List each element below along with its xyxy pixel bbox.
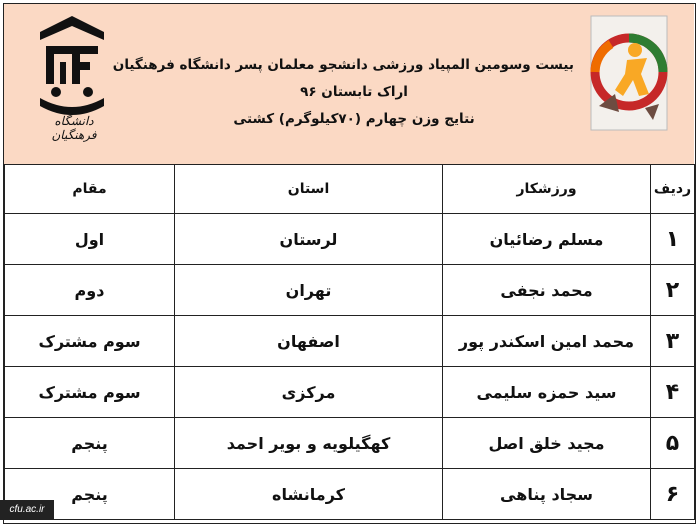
header-panel [4, 4, 694, 165]
event-location-date: اراک تابستان ۹۶ [300, 84, 408, 100]
rank-cell: ۲ [651, 265, 695, 316]
athlete-cell: محمد نجفی [443, 265, 651, 316]
rank-cell: ۱ [651, 214, 695, 265]
title-block [112, 52, 574, 133]
athlete-cell: سید حمزه سلیمی [443, 367, 651, 418]
rank-cell: ۳ [651, 316, 695, 367]
place-cell: سوم مشترک [5, 367, 175, 418]
place-cell: دوم [5, 265, 175, 316]
place-cell: پنجم [5, 469, 175, 520]
event-title: بیست وسومین المپیاد ورزشی دانشجو معلمان پسر دانشگاه فرهنگیان [112, 57, 574, 73]
place-cell: پنجم [5, 418, 175, 469]
rank-cell: ۶ [651, 469, 695, 520]
column-header-rank: ردیف [651, 165, 695, 214]
province-cell: لرستان [175, 214, 443, 265]
table-row [5, 418, 695, 469]
province-cell: کرمانشاه [175, 469, 443, 520]
olympiad-emblem-icon [589, 14, 669, 132]
place-cell: اول [5, 214, 175, 265]
rank-cell: ۴ [651, 367, 695, 418]
column-header-athlete: ورزشکار [443, 165, 651, 214]
table-header-row [5, 165, 695, 214]
table-row [5, 265, 695, 316]
province-cell: مرکزی [175, 367, 443, 418]
rank-cell: ۵ [651, 418, 695, 469]
athlete-cell: سجاد پناهی [443, 469, 651, 520]
table-row [5, 469, 695, 520]
results-table [4, 164, 695, 520]
column-header-province: استان [175, 165, 443, 214]
site-watermark: cfu.ac.ir [0, 500, 54, 520]
athlete-cell: مجید خلق اصل [443, 418, 651, 469]
athlete-cell: محمد امین اسکندر پور [443, 316, 651, 367]
column-header-place: مقام [5, 165, 175, 214]
table-row [5, 316, 695, 367]
event-category: نتایج وزن چهارم (۷۰کیلوگرم) کشتی [233, 111, 475, 127]
table-row [5, 367, 695, 418]
province-cell: تهران [175, 265, 443, 316]
province-cell: کهگیلویه و بویر احمد [175, 418, 443, 469]
table-row [5, 214, 695, 265]
logo-caption: دانشگاه فرهنگیان [51, 114, 97, 142]
athlete-cell: مسلم رضائیان [443, 214, 651, 265]
place-cell: سوم مشترک [5, 316, 175, 367]
results-sheet [3, 3, 696, 524]
province-cell: اصفهان [175, 316, 443, 367]
